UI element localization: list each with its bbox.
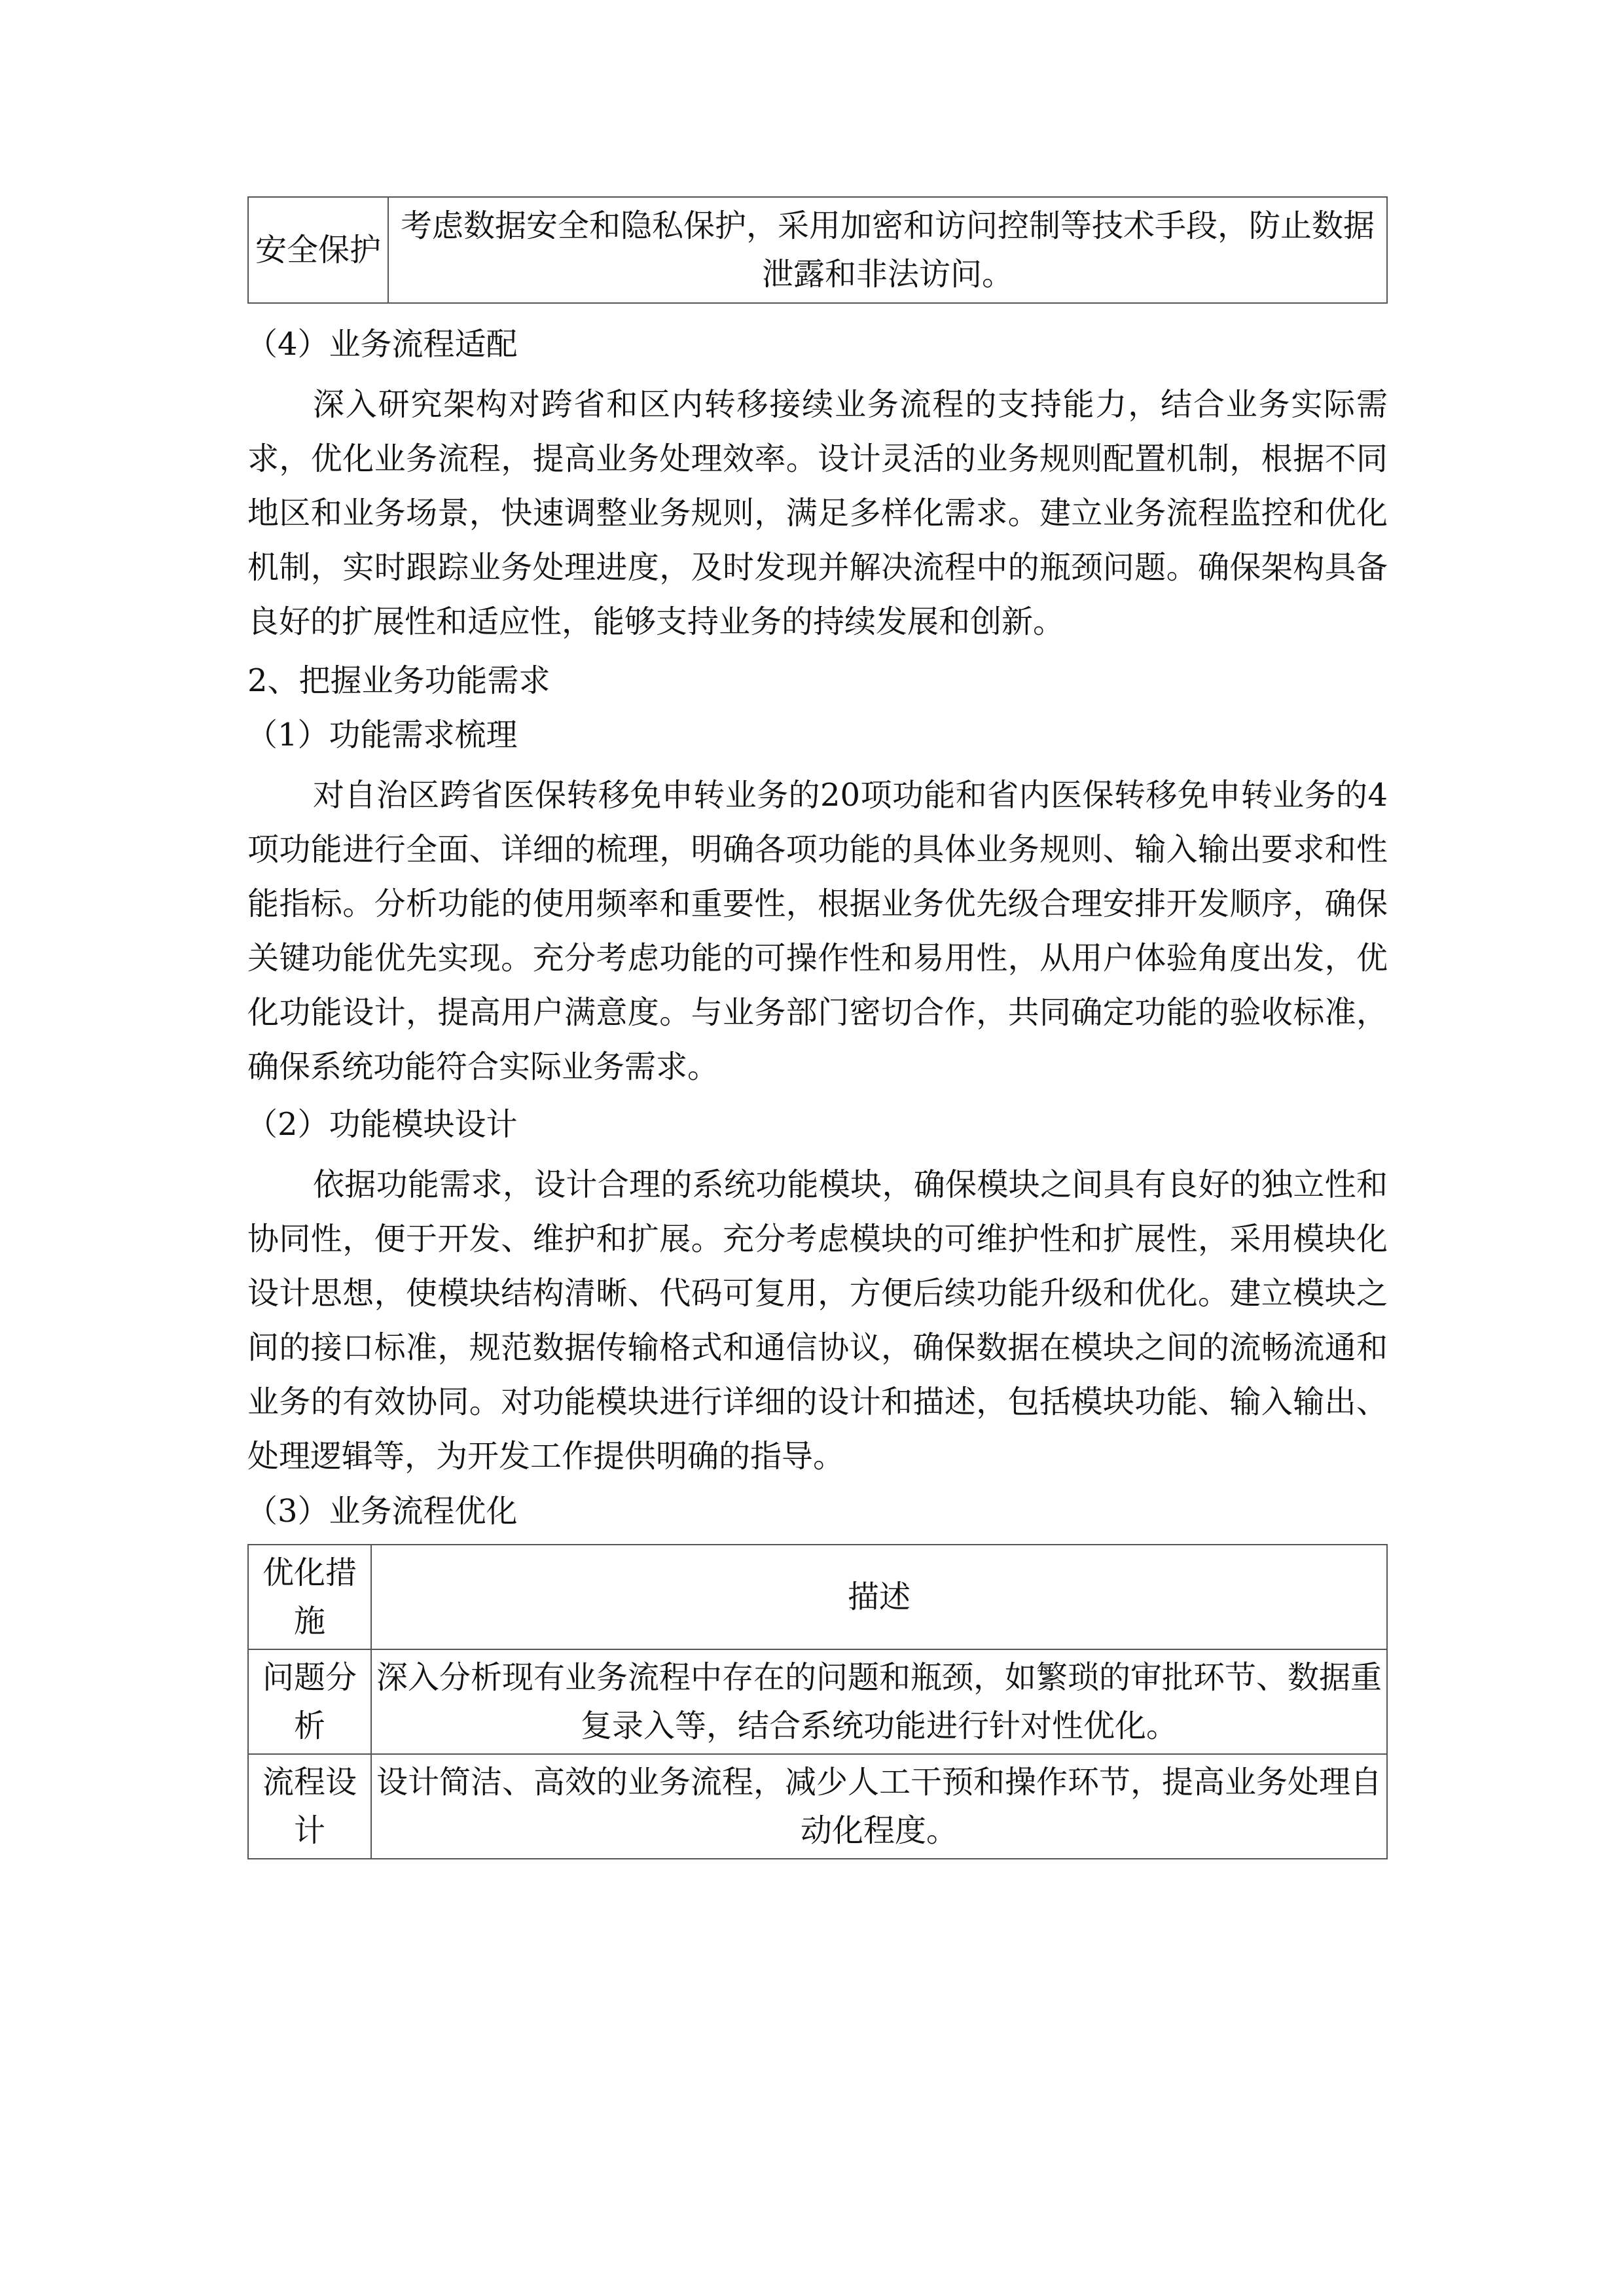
- section-heading-2-3: （3）业务流程优化: [246, 1493, 518, 1530]
- table-cell-desc: 设计简洁、高效的业务流程，减少人工干预和操作环节，提高业务处理自动化程度。: [371, 1754, 1387, 1859]
- table-cell-label: 安全保护: [248, 197, 388, 303]
- table-row: [248, 197, 1387, 303]
- table-row: [248, 1754, 1387, 1859]
- process-optimization-table: [247, 1544, 1388, 1859]
- section-heading-2: 2、把握业务功能需求: [247, 662, 550, 699]
- table-row: [248, 1649, 1387, 1754]
- table-cell-desc: 考虑数据安全和隐私保护，采用加密和访问控制等技术手段，防止数据泄露和非法访问。: [388, 197, 1387, 303]
- document-page: [247, 196, 1388, 1859]
- security-table: [247, 196, 1388, 304]
- section-heading-4: （4）业务流程适配: [246, 326, 518, 363]
- paragraph-business-process-adaptation: 深入研究架构对跨省和区内转移接续业务流程的支持能力，结合业务实际需求，优化业务流程，提高业务处理效率。设计灵活的业务规则配置机制，根据不同地区和业务场景，快速调整业务规则，满足多样化需求。建立业务流程监控和优化机制，实时跟踪业务处理进度，及时发现并解决流程中的瓶颈问题。确保架构具备良好的扩展性和适应性，能够支持业务的持续发展和创新。: [247, 386, 1388, 640]
- table-header-row: [248, 1545, 1387, 1649]
- paragraph-function-requirements: 对自治区跨省医保转移免申转业务的20项功能和省内医保转移免申转业务的4项功能进行全面、详细的梳理，明确各项功能的具体业务规则、输入输出要求和性能指标。分析功能的使用频率和重要性，根据业务优先级合理安排开发顺序，确保关键功能优先实现。充分考虑功能的可操作性和易用性，从用户体验角度出发，优化功能设计，提高用户满意度。与业务部门密切合作，共同确定功能的验收标准，确保系统功能符合实际业务需求。: [247, 777, 1388, 1085]
- table-cell-label: 问题分析: [248, 1649, 371, 1754]
- table-cell-label: 流程设计: [248, 1754, 371, 1859]
- paragraph-function-module-design: 依据功能需求，设计合理的系统功能模块，确保模块之间具有良好的独立性和协同性，便于开发、维护和扩展。充分考虑模块的可维护性和扩展性，采用模块化设计思想，使模块结构清晰、代码可复用，方便后续功能升级和优化。建立模块之间的接口标准，规范数据传输格式和通信协议，确保数据在模块之间的流畅流通和业务的有效协同。对功能模块进行详细的设计和描述，包括模块功能、输入输出、处理逻辑等，为开发工作提供明确的指导。: [247, 1166, 1388, 1475]
- section-heading-2-1: （1）功能需求梳理: [246, 717, 518, 753]
- table-header-description: 描述: [371, 1545, 1387, 1649]
- table-header-measure: 优化措施: [248, 1545, 371, 1649]
- section-heading-2-2: （2）功能模块设计: [246, 1106, 518, 1143]
- table-cell-desc: 深入分析现有业务流程中存在的问题和瓶颈，如繁琐的审批环节、数据重复录入等，结合系统功能进行针对性优化。: [371, 1649, 1387, 1754]
